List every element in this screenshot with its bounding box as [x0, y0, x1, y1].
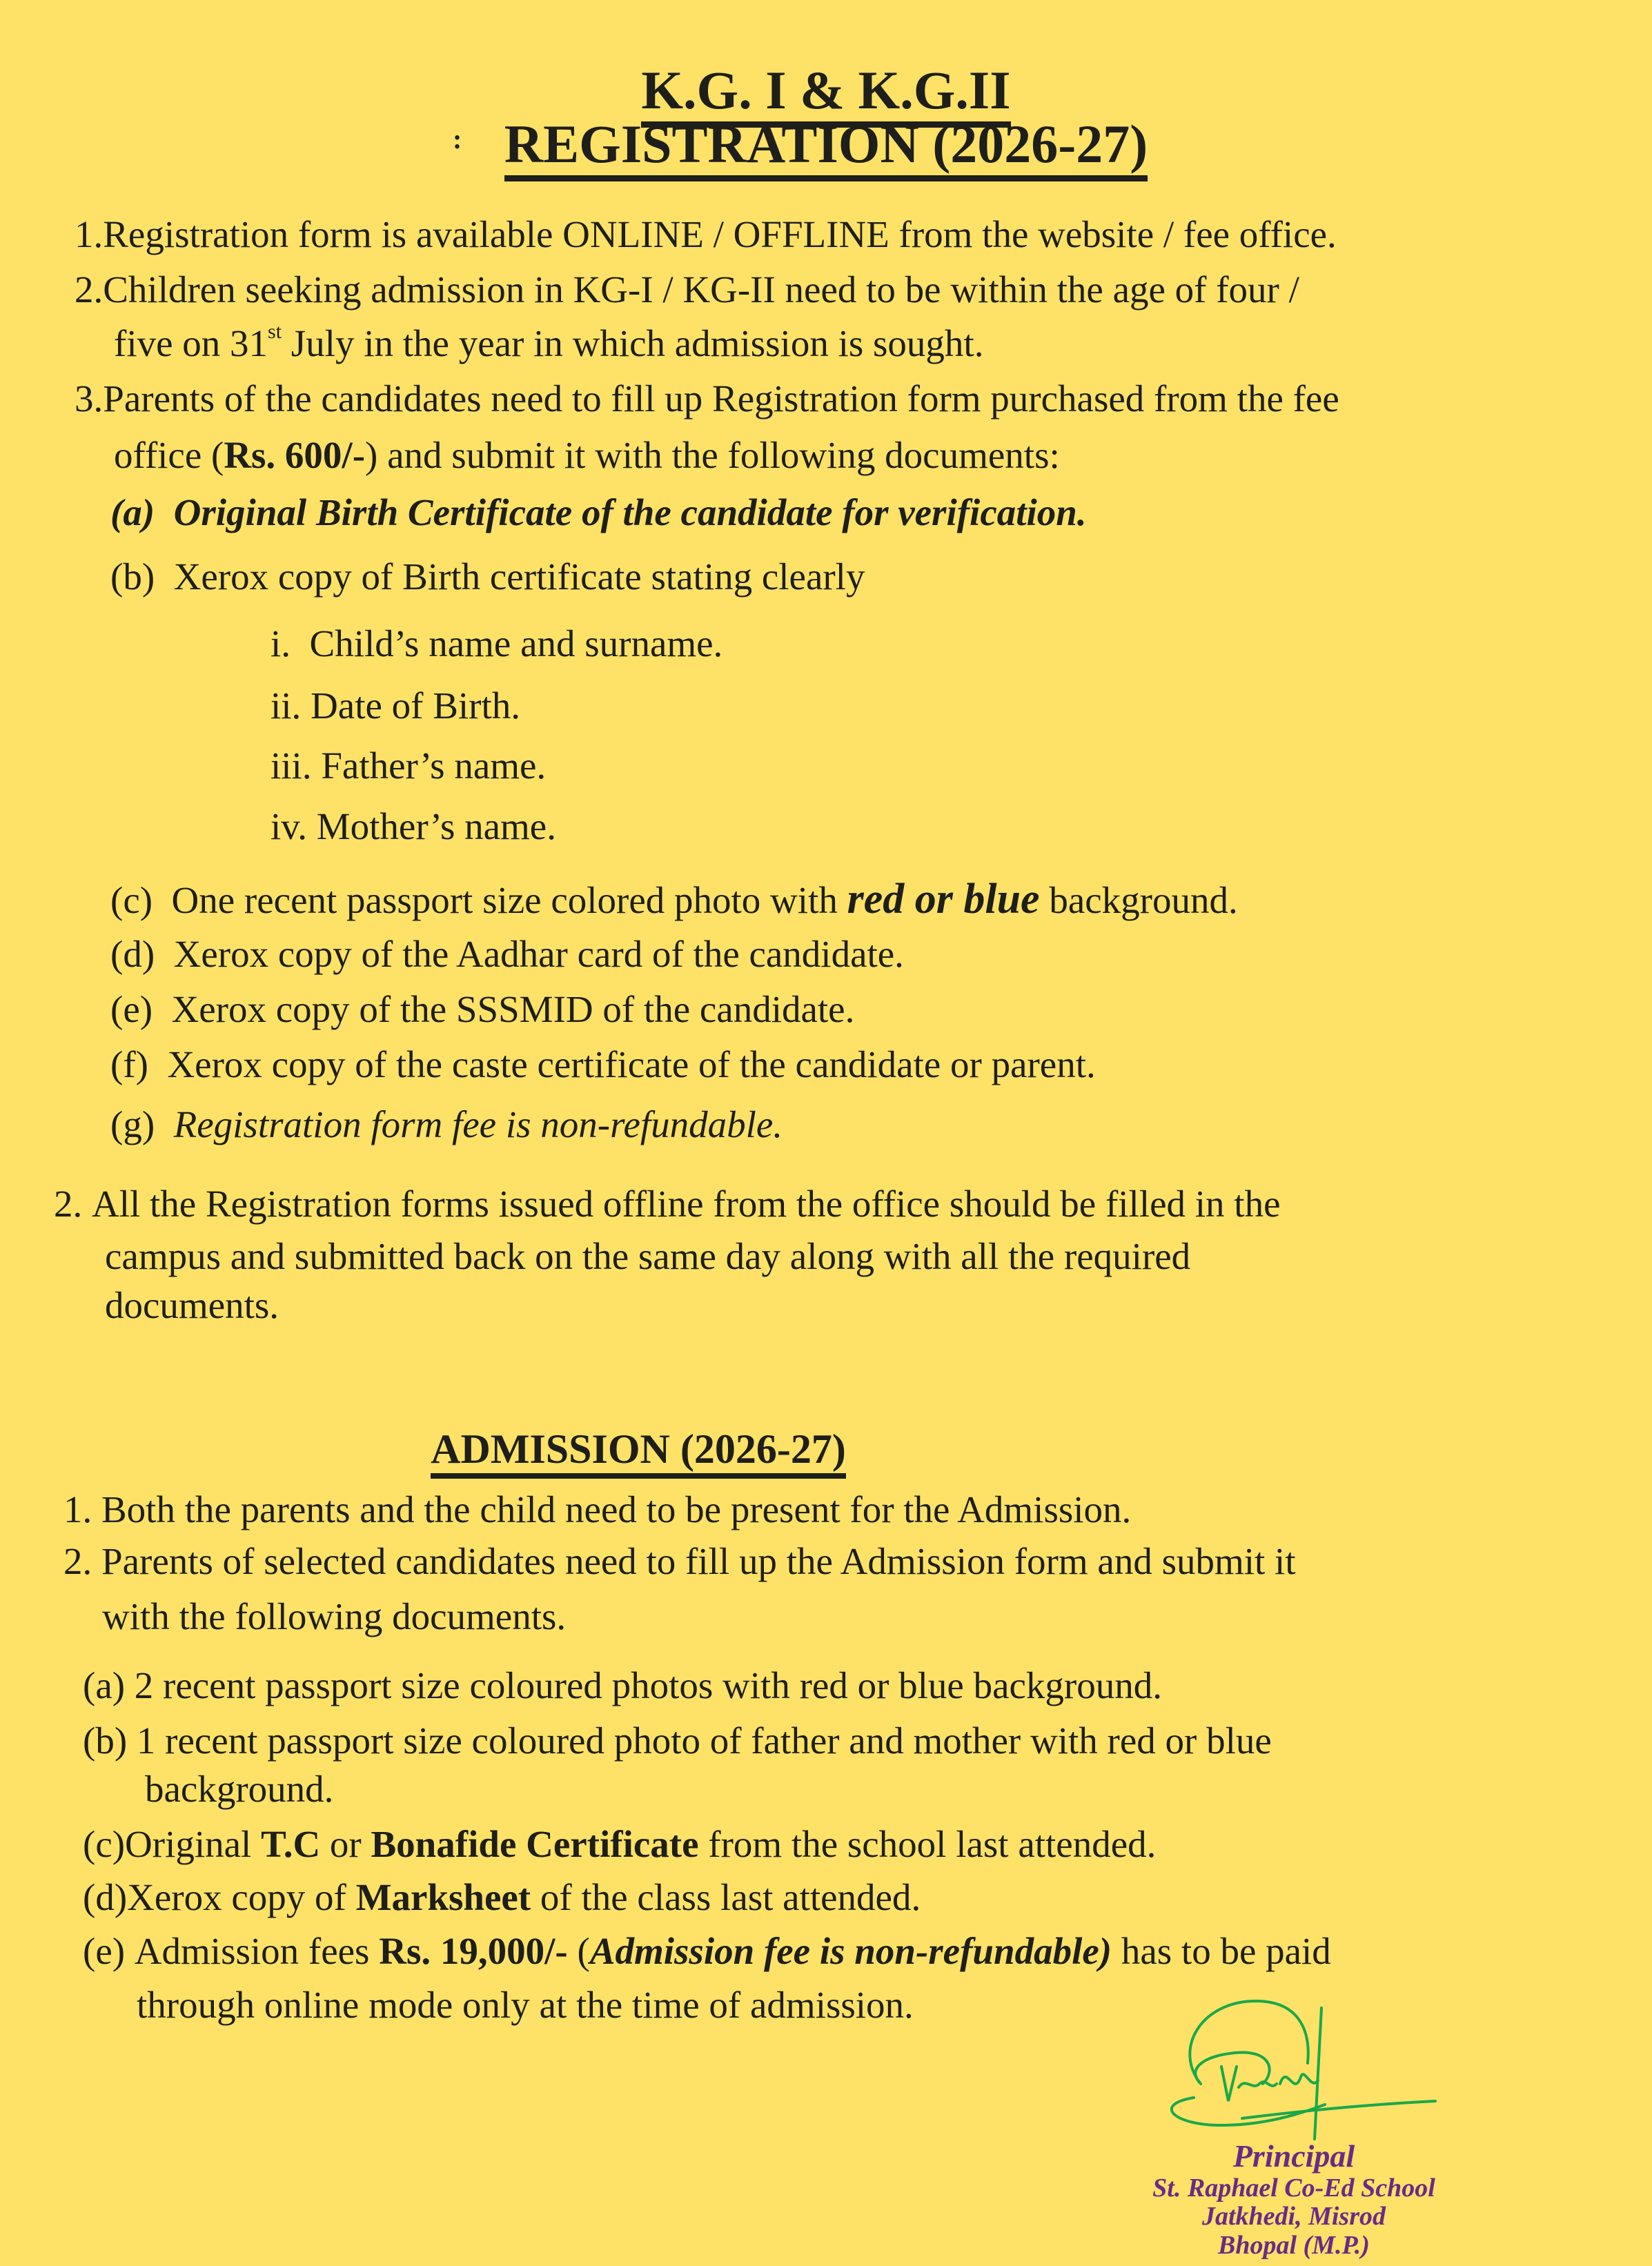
reg-item-2-cont: five on 31st July in the year in which admission is sought.: [114, 320, 984, 364]
adm-doc-b: (b) 1 recent passport size coloured photo of father and mother with red or blue: [83, 1720, 1272, 1762]
adm-item-2: 2. Parents of selected candidates need to fill up the Admission form and submit it: [63, 1540, 1296, 1582]
principal-signature: [1159, 1987, 1449, 2146]
adm-doc-c: (c)Original T.C or Bonafide Certificate from the school last attended.: [83, 1823, 1157, 1865]
title-registration: REGISTRATION (2026-27): [0, 117, 1652, 171]
title-kg: K.G. I & K.G.II: [0, 63, 1652, 117]
offline-note: 2. All the Registration forms issued offline from the office should be filled in the: [54, 1183, 1281, 1225]
title-admission: ADMISSION (2026-27): [0, 1428, 1277, 1470]
adm-item-1: 1. Both the parents and the child need to be present for the Admission.: [63, 1488, 1132, 1530]
stamp-school: St. Raphael Co-Ed School: [1152, 2173, 1435, 2203]
adm-doc-a: (a) 2 recent passport size coloured photos with red or blue background.: [83, 1664, 1162, 1706]
reg-doc-e: (e) Xerox copy of the SSSMID of the candidate.: [110, 988, 855, 1030]
adm-doc-b-cont: background.: [145, 1768, 334, 1810]
principal-stamp: [1070, 2139, 1518, 2260]
reg-item-2: 2.Children seeking admission in KG-I / KG-II need to be within the age of four /: [75, 268, 1299, 311]
stray-mark: :: [453, 124, 462, 155]
reg-item-3-cont: office (Rs. 600/-) and submit it with the following documents:: [114, 434, 1060, 476]
reg-doc-d: (d) Xerox copy of the Aadhar card of the candidate.: [110, 933, 904, 975]
adm-item-2-cont: with the following documents.: [102, 1595, 567, 1637]
birth-detail-ii: ii. Date of Birth.: [271, 684, 521, 727]
stamp-title: Principal: [1232, 2138, 1355, 2174]
reg-doc-f: (f) Xerox copy of the caste certificate of the candidate or parent.: [110, 1043, 1096, 1085]
adm-doc-e-cont: through online mode only at the time of admission.: [137, 1984, 914, 2026]
reg-doc-c: (c) One recent passport size colored photo with red or blue background.: [110, 876, 1238, 923]
adm-doc-d: (d)Xerox copy of Marksheet of the class last attended.: [83, 1876, 921, 1918]
reg-item-3: 3.Parents of the candidates need to fill up Registration form purchased from the fee: [75, 377, 1339, 420]
reg-doc-g: (g) Registration form fee is non-refundable.: [110, 1103, 783, 1145]
offline-note-cont-1: campus and submitted back on the same day along with all the required: [105, 1235, 1191, 1277]
birth-detail-iii: iii. Father’s name.: [271, 745, 547, 787]
reg-item-1: 1.Registration form is available ONLINE / OFFLINE from the website / fee office.: [75, 213, 1337, 255]
birth-detail-iv: iv. Mother’s name.: [271, 805, 556, 847]
stamp-area: Jatkhedi, Misrod: [1201, 2202, 1386, 2231]
reg-doc-a: (a) Original Birth Certificate of the candidate for verification.: [110, 491, 1087, 533]
stamp-city: Bhopal (M.P.): [1218, 2231, 1370, 2260]
adm-doc-e: (e) Admission fees Rs. 19,000/- (Admission fee is non-refundable) has to be paid: [83, 1930, 1331, 1972]
birth-detail-i: i. Child’s name and surname.: [271, 622, 723, 664]
offline-note-cont-2: documents.: [105, 1284, 279, 1326]
reg-doc-b: (b) Xerox copy of Birth certificate stating clearly: [110, 555, 865, 598]
